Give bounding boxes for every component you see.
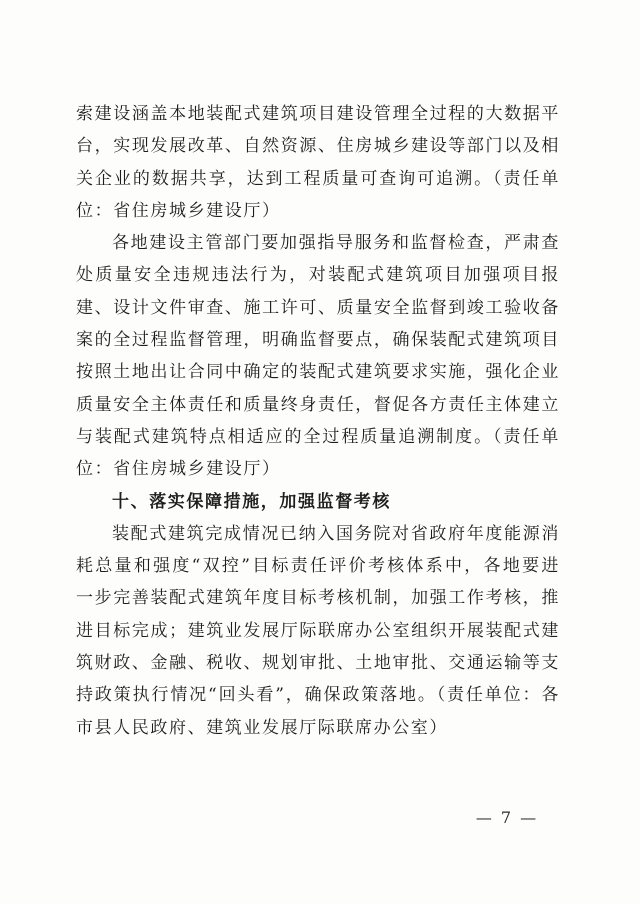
- paragraph-continuation: 索建设涵盖本地装配式建筑项目建设管理全过程的大数据平台，实现发展改革、自然资源、住房城乡建设等部门以及相关企业的数据共享，达到工程质量可查询可追溯。（责任单位：省住房城乡建设厅）: [76, 104, 560, 221]
- paragraph-supervision: 各地建设主管部门要加强指导服务和监督检查，严肃查处质量安全违规违法行为，对装配式建筑项目加强项目报建、设计文件审查、施工许可、质量安全监督到竣工验收备案的全过程监督管理，明确监督要点，确保装配式建筑项目按照土地出让合同中确定的装配式建筑要求实施，强化企业质量安全主体责任和质量终身责任，督促各方责任主体建立与装配式建筑特点相适应的全过程质量追溯制度。（责任单位：省住房城乡建设厅）: [76, 233, 560, 480]
- document-body: [76, 98, 560, 744]
- section-heading: 十、落实保障措施，加强监督考核: [112, 491, 391, 512]
- paragraph-assessment: 装配式建筑完成情况已纳入国务院对省政府年度能源消耗总量和强度“双控”目标责任评价考核体系中，各地要进一步完善装配式建筑年度目标考核机制，加强工作考核，推进目标完成；建筑业发展厅际联席办公室组织开展装配式建筑财政、金融、税收、规划审批、土地审批、交通运输等支持政策执行情况“回头看”，确保政策落地。（责任单位：各市县人民政府、建筑业发展厅际联席办公室）: [76, 523, 560, 738]
- page-number: — 7 —: [475, 808, 539, 827]
